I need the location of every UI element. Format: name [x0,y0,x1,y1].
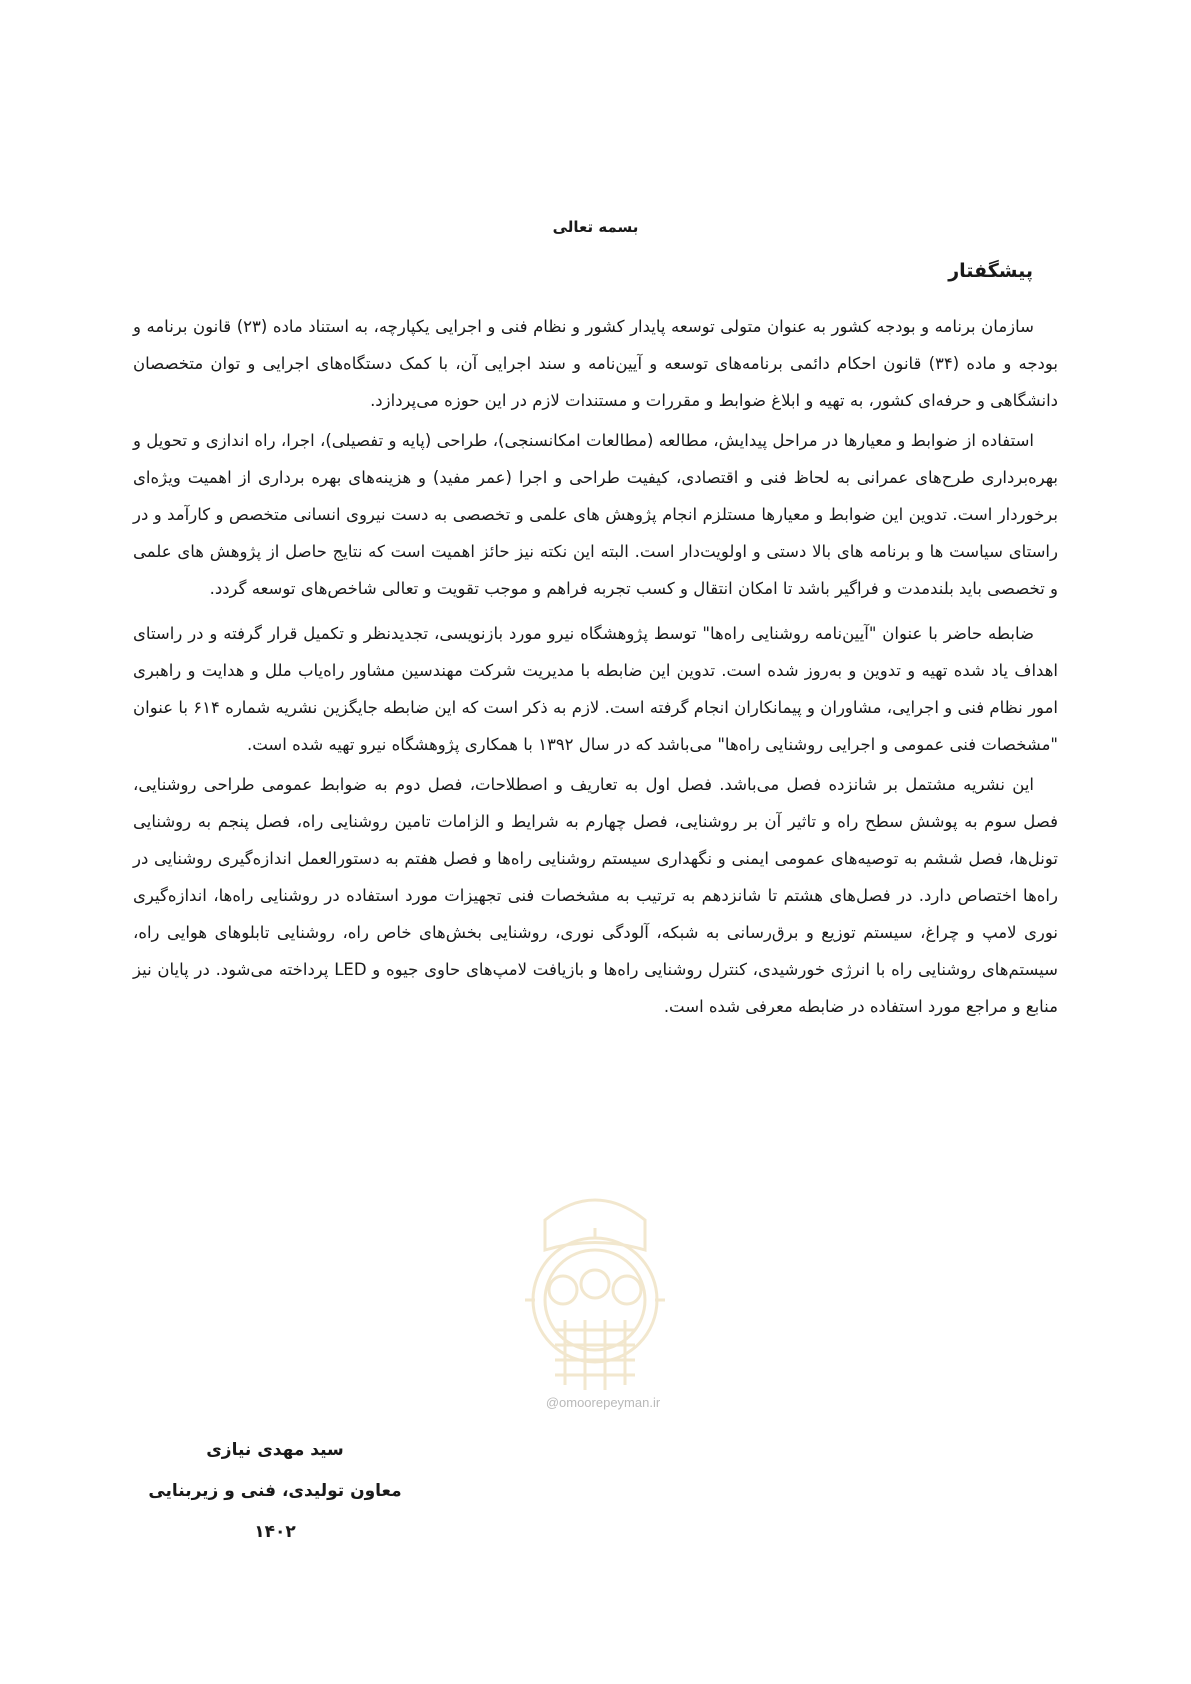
signature-block [140,1430,410,1553]
paragraph-3: ضابطه حاضر با عنوان "آیین‌نامه روشنایی راه‌ها" توسط پژوهشگاه نیرو مورد بازنویسی، تجدیدنظر و تکمیل قرار گرفته و در راستای اهداف یاد شده تهیه و تدوین و به‌روز شده است. تدوین این ضابطه با مدیریت شرکت مهندسین مشاور راه‌یاب ملل و هدایت و راهبری امور نظام فنی و اجرایی، مشاوران و پیمانکاران انجام گرفته است. لازم به ذکر است که این ضابطه جایگزین نشریه شماره ۶۱۴ با عنوان "مشخصات فنی عمومی و اجرایی روشنایی راه‌ها" می‌باشد که در سال ۱۳۹۲ با همکاری پژوهشگاه نیرو تهیه شده است. [133,624,1058,754]
page-title: پیشگفتار [948,260,1033,282]
paragraph-4: این نشریه مشتمل بر شانزده فصل می‌باشد. فصل اول به تعاریف و اصطلاحات، فصل دوم به ضوابط عمومی طراحی روشنایی، فصل سوم به پوشش سطح راه و تاثیر آن بر روشنایی، فصل چهارم به شرایط و الزامات تامین روشنایی راه، فصل پنجم به روشنایی تونل‌ها، فصل ششم به توصیه‌های عمومی ایمنی و نگهداری سیستم روشنایی راه‌ها و فصل هفتم به دستورالعمل اندازه‌گیری روشنایی در راه‌ها اختصاص دارد. در فصل‌های هشتم تا شانزدهم به ترتیب به مشخصات فنی تجهیزات مورد استفاده در روشنایی راه‌ها، اندازه‌گیری نوری لامپ و چراغ، سیستم توزیع و برق‌رسانی به شبکه، آلودگی نوری، روشنایی بخش‌های خاص راه، روشنایی تابلوهای هوایی راه، سیستم‌های روشنایی راه با انرژی خورشیدی، کنترل روشنایی راه‌ها و بازیافت لامپ‌های حاوی جیوه و LED پرداخته می‌شود. در پایان نیز منابع و مراجع مورد استفاده در ضابطه معرفی شده است. [133,775,1058,1016]
signatory-name: سید مهدی نیازی [206,1440,344,1460]
seal-emblem-icon [505,1180,685,1405]
paragraph-1: سازمان برنامه و بودجه کشور به عنوان متولی توسعه پایدار کشور و نظام فنی و اجرایی یکپارچه، به استناد ماده (۲۳) قانون برنامه و بودجه و ماده (۳۴) قانون احکام دائمی برنامه‌های توسعه و آیین‌نامه و سند اجرایی آن، با کمک دستگاه‌های اجرایی و توان متخصصان دانشگاهی و حرفه‌ای کشور، به تهیه و ابلاغ ضوابط و مقررات و مستندات لازم در این حوزه می‌پردازد. [133,317,1058,410]
paragraph-2: استفاده از ضوابط و معیارها در مراحل پیدایش، مطالعه (مطالعات امکانسنجی)، طراحی (پایه و تفصیلی)، اجرا، راه اندازی و تحویل و بهره‌برداری طرح‌های عمرانی به لحاظ فنی و اقتصادی، کیفیت طراحی و اجرا (عمر مفید) و هزینه‌های بهره برداری از اهمیت ویژه‌ای برخوردار است. تدوین این ضوابط و معیارها مستلزم انجام پژوهش های علمی و تخصصی به دست نیروی انسانی متخصص و کارآمد و در راستای سیاست ها و برنامه های بالا دستی و اولویت‌دار است. البته این نکته نیز حائز اهمیت است که نتایج حاصل از پژوهش های علمی و تخصصی باید بلندمدت و فراگیر باشد تا امکان انتقال و کسب تجربه فراهم و موجب تقویت و تعالی شاخص‌های توسعه گردد. [133,431,1058,598]
watermark-url: @omoorepeyman.ir [545,1395,661,1410]
bismillah-header: بسمه تعالی [552,218,639,236]
signature-year: ۱۴۰۲ [254,1522,296,1542]
preface-body [133,308,1058,1028]
signatory-title: معاون تولیدی، فنی و زیربنایی [148,1481,402,1501]
